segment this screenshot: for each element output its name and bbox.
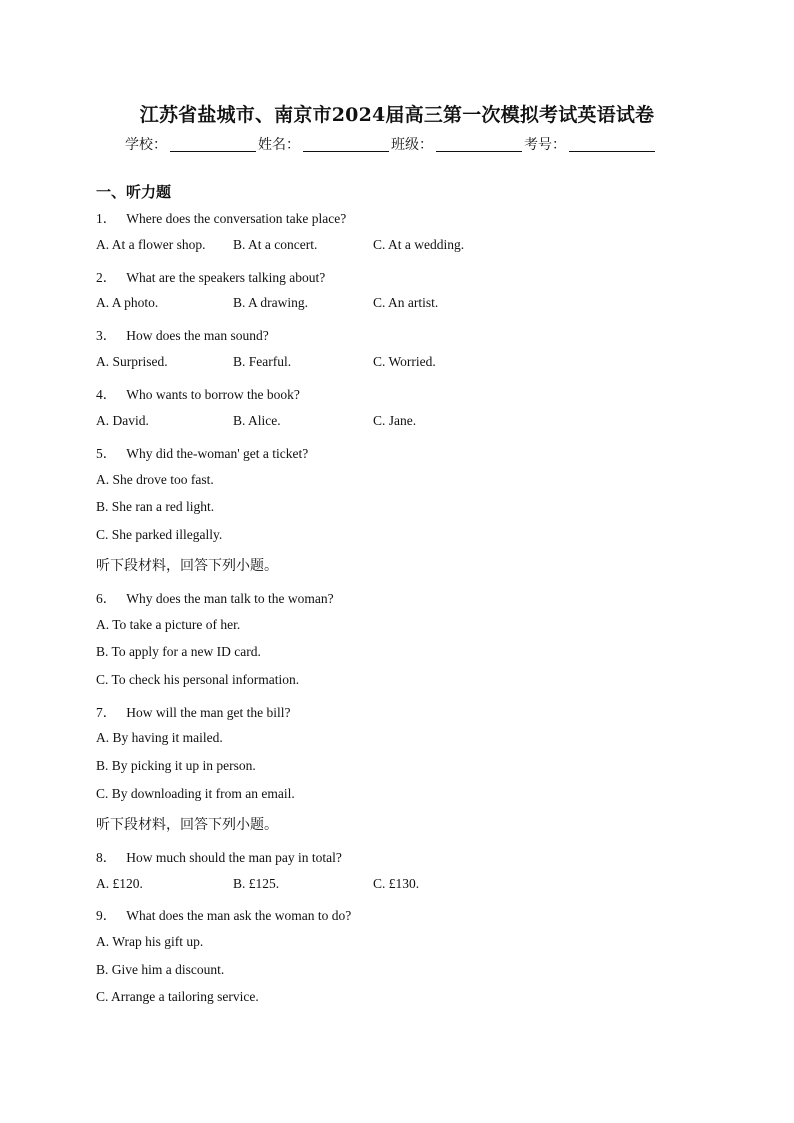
question-6: [96, 587, 334, 607]
option-a[interactable]: A. By having it mailed.: [96, 730, 223, 745]
school-label: 学校：: [125, 137, 167, 153]
question-2-options: [96, 295, 438, 311]
option-b[interactable]: B. £125.: [233, 876, 280, 891]
option-b[interactable]: B. Fearful.: [233, 354, 292, 369]
question-4: [96, 383, 300, 403]
question-number: 9．: [96, 908, 117, 923]
option-c[interactable]: C. £130.: [373, 876, 420, 891]
option-b[interactable]: B. A drawing.: [233, 295, 309, 310]
option-a[interactable]: A. Surprised.: [96, 354, 168, 369]
option-c[interactable]: C. To check his personal information.: [96, 672, 300, 687]
question-text: How does the man sound?: [126, 328, 269, 343]
question-5: [96, 442, 308, 462]
question-number: 6．: [96, 591, 117, 606]
option-c[interactable]: C. By downloading it from an email.: [96, 786, 295, 801]
question-8-options: [96, 876, 419, 892]
question-number: 4．: [96, 387, 117, 402]
student-info-row: [125, 134, 657, 154]
question-text: What are the speakers talking about?: [126, 270, 326, 285]
page-title: 江苏省盐城市、南京市2024届高三第一次模拟考试英语试卷: [139, 104, 655, 126]
option-a[interactable]: A. At a flower shop.: [96, 237, 206, 252]
question-text: How much should the man pay in total?: [126, 850, 342, 865]
question-2: [96, 266, 325, 286]
question-3: [96, 324, 269, 344]
name-blank[interactable]: [303, 136, 389, 152]
question-number: 3．: [96, 328, 117, 343]
option-b[interactable]: B. She ran a red light.: [96, 499, 215, 514]
option-c[interactable]: C. Jane.: [373, 413, 417, 428]
listening-instruction: 听下段材料，回答下列小题。: [96, 558, 278, 574]
question-number: 1．: [96, 211, 117, 226]
question-1: [96, 207, 346, 227]
option-b[interactable]: B. Give him a discount.: [96, 962, 225, 977]
question-text: Why did the-woman' get a ticket?: [126, 446, 309, 461]
question-9: [96, 904, 351, 924]
school-blank[interactable]: [170, 136, 256, 152]
class-label: 班级：: [391, 137, 433, 153]
option-b[interactable]: B. To apply for a new ID card.: [96, 644, 261, 659]
number-label: 考号：: [524, 137, 566, 153]
option-b[interactable]: B. At a concert.: [233, 237, 318, 252]
option-b[interactable]: B. By picking it up in person.: [96, 758, 256, 773]
question-text: What does the man ask the woman to do?: [126, 908, 352, 923]
option-c[interactable]: C. Worried.: [373, 354, 436, 369]
question-8: [96, 846, 342, 866]
option-b[interactable]: B. Alice.: [233, 413, 281, 428]
option-c[interactable]: C. An artist.: [373, 295, 439, 310]
question-1-options: [96, 237, 464, 253]
option-a[interactable]: A. David.: [96, 413, 149, 428]
question-3-options: [96, 354, 436, 370]
listening-instruction: 听下段材料，回答下列小题。: [96, 817, 278, 833]
question-number: 2．: [96, 270, 117, 285]
question-text: Who wants to borrow the book?: [126, 387, 300, 402]
question-7: [96, 701, 290, 721]
question-text: How will the man get the bill?: [126, 705, 291, 720]
option-a[interactable]: A. Wrap his gift up.: [96, 934, 204, 949]
option-c[interactable]: C. She parked illegally.: [96, 527, 223, 542]
number-blank[interactable]: [569, 136, 655, 152]
question-text: Why does the man talk to the woman?: [126, 591, 334, 606]
option-a[interactable]: A. A photo.: [96, 295, 159, 310]
class-blank[interactable]: [436, 136, 522, 152]
option-c[interactable]: C. Arrange a tailoring service.: [96, 989, 259, 1004]
option-c[interactable]: C. At a wedding.: [373, 237, 465, 252]
question-text: Where does the conversation take place?: [126, 211, 347, 226]
question-number: 8．: [96, 850, 117, 865]
section-title: 一、听力题: [96, 183, 172, 201]
question-number: 5．: [96, 446, 117, 461]
option-a[interactable]: A. She drove too fast.: [96, 472, 214, 487]
question-4-options: [96, 413, 416, 429]
option-a[interactable]: A. To take a picture of her.: [96, 617, 241, 632]
question-number: 7．: [96, 705, 117, 720]
name-label: 姓名：: [258, 137, 300, 153]
option-a[interactable]: A. £120.: [96, 876, 143, 891]
